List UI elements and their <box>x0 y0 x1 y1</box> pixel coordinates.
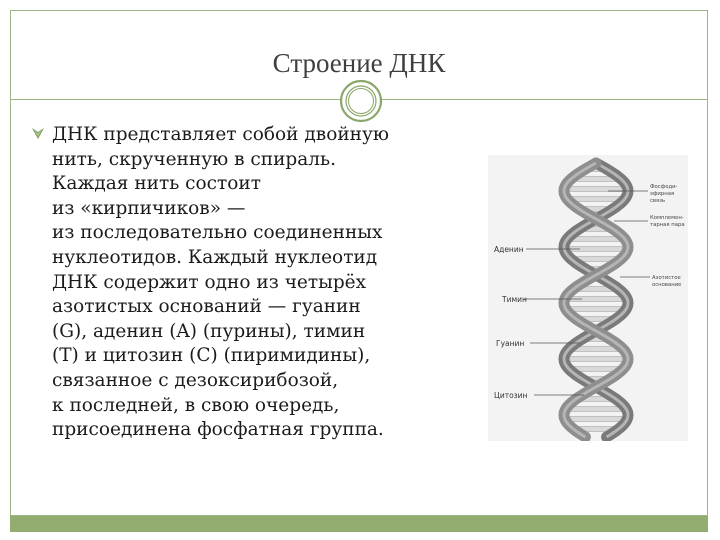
body-line: присоединена фосфатная группа. <box>52 419 384 441</box>
label-cytosine: Цитозин <box>494 391 528 400</box>
slide-title: Строение ДНК <box>272 48 446 78</box>
body-line: азотистых оснований — гуанин <box>52 296 361 318</box>
body-line: ДНК представляет собой двойную <box>52 124 389 145</box>
body-paragraph <box>52 123 470 443</box>
base-pair-rung <box>566 307 626 312</box>
label-phosphodiester-2: эфирная <box>650 191 675 197</box>
body-line: (G), аденин (A) (пурины), тимин <box>52 320 366 342</box>
label-complementary-2: тарная пара <box>650 222 685 228</box>
base-pair-rung <box>566 407 626 412</box>
body-line: нить, скрученную в спираль. <box>52 148 336 170</box>
label-nitrogen-base-2: основание <box>652 282 682 288</box>
body-line: Каждая нить состоит <box>52 173 261 195</box>
body-text <box>30 123 470 443</box>
body-line: связанное с дезоксирибозой, <box>52 369 339 391</box>
label-guanine: Гуанин <box>496 339 525 348</box>
diamond-bullet-icon <box>30 124 46 142</box>
label-adenine: Аденин <box>494 245 524 254</box>
body-line: из «кирпичиков» — <box>52 197 246 219</box>
body-line: ДНК содержит одно из четырёх <box>52 271 367 293</box>
dna-figure <box>488 155 688 441</box>
label-complementary-1: Комплемен- <box>650 215 684 221</box>
bottom-accent-bar <box>10 516 708 532</box>
body-line: (T) и цитозин (C) (пиримидины), <box>52 345 371 367</box>
label-nitrogen-base-1: Азотистое <box>652 275 681 281</box>
label-thymine: Тимин <box>502 295 527 304</box>
base-pair-rung <box>565 417 627 422</box>
body-line: нуклеотидов. Каждый нуклеотид <box>52 246 378 268</box>
label-phosphodiester-3: связь <box>650 198 666 204</box>
body-line: из последовательно соединенных <box>52 222 383 244</box>
dna-helix-diagram <box>488 155 688 441</box>
base-pair-rung <box>564 357 628 362</box>
label-phosphodiester-1: Фосфоди- <box>650 184 678 190</box>
ring-ornament-icon <box>339 79 383 123</box>
body-line: к последней, в свою очередь, <box>52 394 340 416</box>
